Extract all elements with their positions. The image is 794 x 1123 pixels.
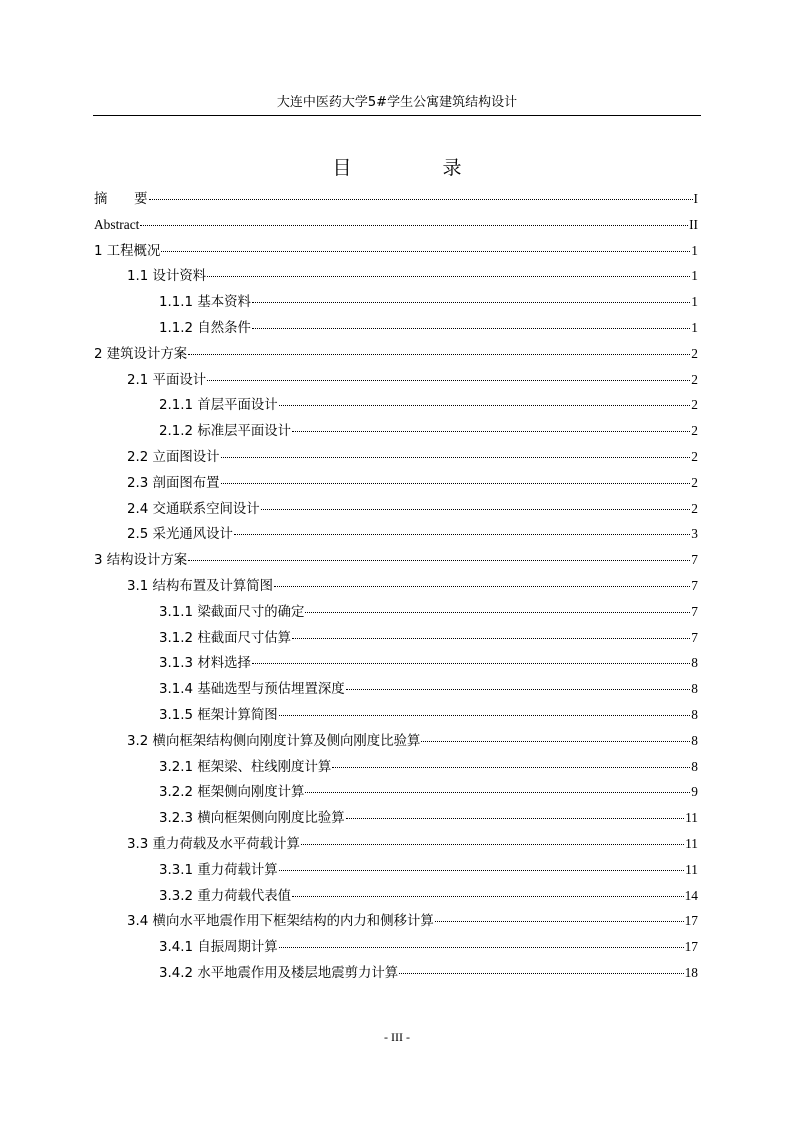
- toc-entry-page: 8: [691, 681, 698, 697]
- toc-entry[interactable]: [94, 496, 698, 522]
- toc-entry-page: 11: [685, 861, 698, 877]
- toc-dot-leader: [188, 354, 690, 355]
- toc-entry-page: I: [693, 191, 698, 206]
- toc-entry[interactable]: [94, 908, 698, 934]
- toc-entry-label: 3.2.2 框架侧向刚度计算: [159, 785, 305, 801]
- toc-entry[interactable]: [94, 650, 698, 676]
- toc-entry-label: 3.1.1 梁截面尺寸的确定: [159, 604, 305, 620]
- toc-dot-leader: [305, 612, 690, 613]
- toc-dot-leader: [332, 767, 690, 768]
- toc-dot-leader: [279, 405, 691, 406]
- toc-entry-page: 2: [691, 423, 698, 439]
- toc-entry-label: 3.2 横向框架结构侧向刚度计算及侧向刚度比验算: [127, 733, 421, 749]
- toc-entry[interactable]: [94, 573, 698, 599]
- toc-entry-page: II: [689, 216, 698, 232]
- toc-entry-page: 2: [691, 371, 698, 387]
- toc-entry[interactable]: [94, 779, 698, 805]
- toc-entry-label: 3.3.2 重力荷载代表值: [159, 888, 292, 904]
- toc-dot-leader: [149, 199, 693, 200]
- toc-dot-leader: [279, 870, 684, 871]
- toc-entry-label: 3.4.1 自振周期计算: [159, 940, 278, 956]
- toc-entry[interactable]: [94, 599, 698, 625]
- toc-entry-page: 14: [684, 887, 698, 903]
- toc-entry-label: 2.1 平面设计: [127, 372, 207, 388]
- toc-entry[interactable]: [94, 883, 698, 909]
- toc-dot-leader: [161, 251, 690, 252]
- toc-entry-label: 3.1.4 基础选型与预估埋置深度: [159, 682, 345, 698]
- toc-entry-label: 2.1.1 首层平面设计: [159, 398, 278, 414]
- toc-entry[interactable]: [94, 263, 698, 289]
- toc-entry-label: 3.2.3 横向框架侧向刚度比验算: [159, 811, 345, 827]
- toc-entry-label: 2 建筑设计方案: [94, 346, 188, 362]
- toc-entry-label: 3.2.1 框架梁、柱线刚度计算: [159, 759, 332, 775]
- toc-entry-page: 7: [691, 629, 698, 645]
- toc-dot-leader: [292, 431, 690, 432]
- toc-entry[interactable]: [94, 341, 698, 367]
- toc-entry-page: 17: [684, 939, 698, 955]
- toc-entry-label: 1.1.2 自然条件: [159, 320, 251, 336]
- toc-entry-page: 8: [691, 758, 698, 774]
- toc-dot-leader: [292, 896, 684, 897]
- toc-entry[interactable]: [94, 625, 698, 651]
- toc-entry[interactable]: [94, 831, 698, 857]
- toc-dot-leader: [346, 818, 684, 819]
- header-rule: [93, 115, 701, 116]
- toc-dot-leader: [279, 947, 684, 948]
- toc-entry-label: 3.3.1 重力荷载计算: [159, 862, 278, 878]
- toc-entry-label: 3.1.3 材料选择: [159, 656, 251, 672]
- toc-dot-leader: [252, 328, 690, 329]
- toc-entry-page: 2: [691, 500, 698, 516]
- toc-entry-page: 1: [691, 268, 698, 284]
- toc-entry[interactable]: [94, 676, 698, 702]
- toc-entry-page: 2: [691, 397, 698, 413]
- toc-entry[interactable]: [94, 470, 698, 496]
- toc-entry[interactable]: [94, 960, 698, 986]
- toc-entry-label: Abstract: [94, 216, 140, 232]
- toc-entry-page: 1: [691, 319, 698, 335]
- toc-entry-label: 1 工程概况: [94, 243, 161, 259]
- page-number: - III -: [384, 1030, 410, 1044]
- toc-dot-leader: [188, 560, 690, 561]
- toc-entry-page: 8: [691, 732, 698, 748]
- toc-entry[interactable]: [94, 934, 698, 960]
- toc-entry-page: 17: [684, 913, 698, 929]
- toc-dot-leader: [346, 689, 691, 690]
- toc-entry-label: 1.1.1 基本资料: [159, 295, 251, 311]
- toc-entry[interactable]: [94, 392, 698, 418]
- toc-entry[interactable]: [94, 754, 698, 780]
- toc-dot-leader: [399, 973, 683, 974]
- toc-entry-page: 7: [691, 577, 698, 593]
- toc-dot-leader: [279, 715, 691, 716]
- toc-entry-page: 11: [685, 835, 698, 851]
- toc-title: 目 录: [332, 157, 498, 179]
- toc-entry-page: 9: [691, 784, 698, 800]
- toc-dot-leader: [261, 509, 691, 510]
- toc-dot-leader: [207, 380, 690, 381]
- toc-entry-page: 8: [691, 655, 698, 671]
- toc-entry[interactable]: [94, 547, 698, 573]
- toc-entry-page: 18: [684, 964, 698, 980]
- toc-entry-page: 1: [691, 242, 698, 258]
- toc-entry[interactable]: [94, 805, 698, 831]
- toc-dot-leader: [421, 741, 690, 742]
- toc-dot-leader: [292, 638, 690, 639]
- toc-entry-label: 3.1 结构布置及计算简图: [127, 578, 274, 594]
- toc-entry-label: 1.1 设计资料: [127, 269, 207, 285]
- toc-entry-label: 2.4 交通联系空间设计: [127, 501, 260, 517]
- toc-entry-label: 2.2 立面图设计: [127, 449, 220, 465]
- toc-entry-label: 3.4.2 水平地震作用及楼层地震剪力计算: [159, 965, 399, 981]
- toc-dot-leader: [140, 225, 688, 226]
- toc-dot-leader: [207, 276, 690, 277]
- toc-entry-label: 3.3 重力荷载及水平荷载计算: [127, 836, 300, 852]
- toc-dot-leader: [301, 844, 684, 845]
- toc-entry-page: 7: [691, 603, 698, 619]
- toc-dot-leader: [221, 457, 691, 458]
- toc-entry-label: 3 结构设计方案: [94, 553, 188, 569]
- toc-entry[interactable]: [94, 728, 698, 754]
- toc-entry[interactable]: [94, 212, 698, 238]
- toc-entry-label: 2.1.2 标准层平面设计: [159, 424, 292, 440]
- toc-dot-leader: [252, 663, 690, 664]
- toc-entry-page: 8: [691, 706, 698, 722]
- toc-entry[interactable]: [94, 444, 698, 470]
- toc-dot-leader: [221, 483, 691, 484]
- toc-entry-page: 2: [691, 474, 698, 490]
- toc-entry-page: 11: [685, 810, 698, 826]
- toc-entry-label: 摘 要: [94, 192, 148, 207]
- toc-entry-label: 2.5 采光通风设计: [127, 527, 233, 543]
- running-header: 大连中医药大学5#学生公寓建筑结构设计: [276, 95, 518, 110]
- toc-entry-label: 3.1.2 柱截面尺寸估算: [159, 630, 292, 646]
- toc-entry-label: 2.3 剖面图布置: [127, 475, 220, 491]
- toc-entry[interactable]: [94, 186, 698, 212]
- toc-entry[interactable]: [94, 289, 698, 315]
- toc-entry[interactable]: [94, 238, 698, 264]
- toc-entry-page: 2: [691, 345, 698, 361]
- toc-dot-leader: [274, 586, 690, 587]
- toc-dot-leader: [305, 792, 690, 793]
- toc-entry-page: 2: [691, 448, 698, 464]
- toc-entry-page: 1: [691, 294, 698, 310]
- toc-entry[interactable]: [94, 857, 698, 883]
- toc-entry[interactable]: [94, 367, 698, 393]
- toc-entry[interactable]: [94, 521, 698, 547]
- toc-entry[interactable]: [94, 702, 698, 728]
- toc-entry-page: 3: [691, 526, 698, 542]
- toc-entry-label: 3.4 横向水平地震作用下框架结构的内力和侧移计算: [127, 914, 434, 930]
- toc-entry[interactable]: [94, 315, 698, 341]
- table-of-contents: [94, 186, 698, 986]
- toc-dot-leader: [252, 302, 690, 303]
- toc-entry[interactable]: [94, 418, 698, 444]
- toc-entry-page: 7: [691, 552, 698, 568]
- toc-dot-leader: [234, 534, 690, 535]
- toc-entry-label: 3.1.5 框架计算简图: [159, 707, 278, 723]
- toc-dot-leader: [435, 921, 684, 922]
